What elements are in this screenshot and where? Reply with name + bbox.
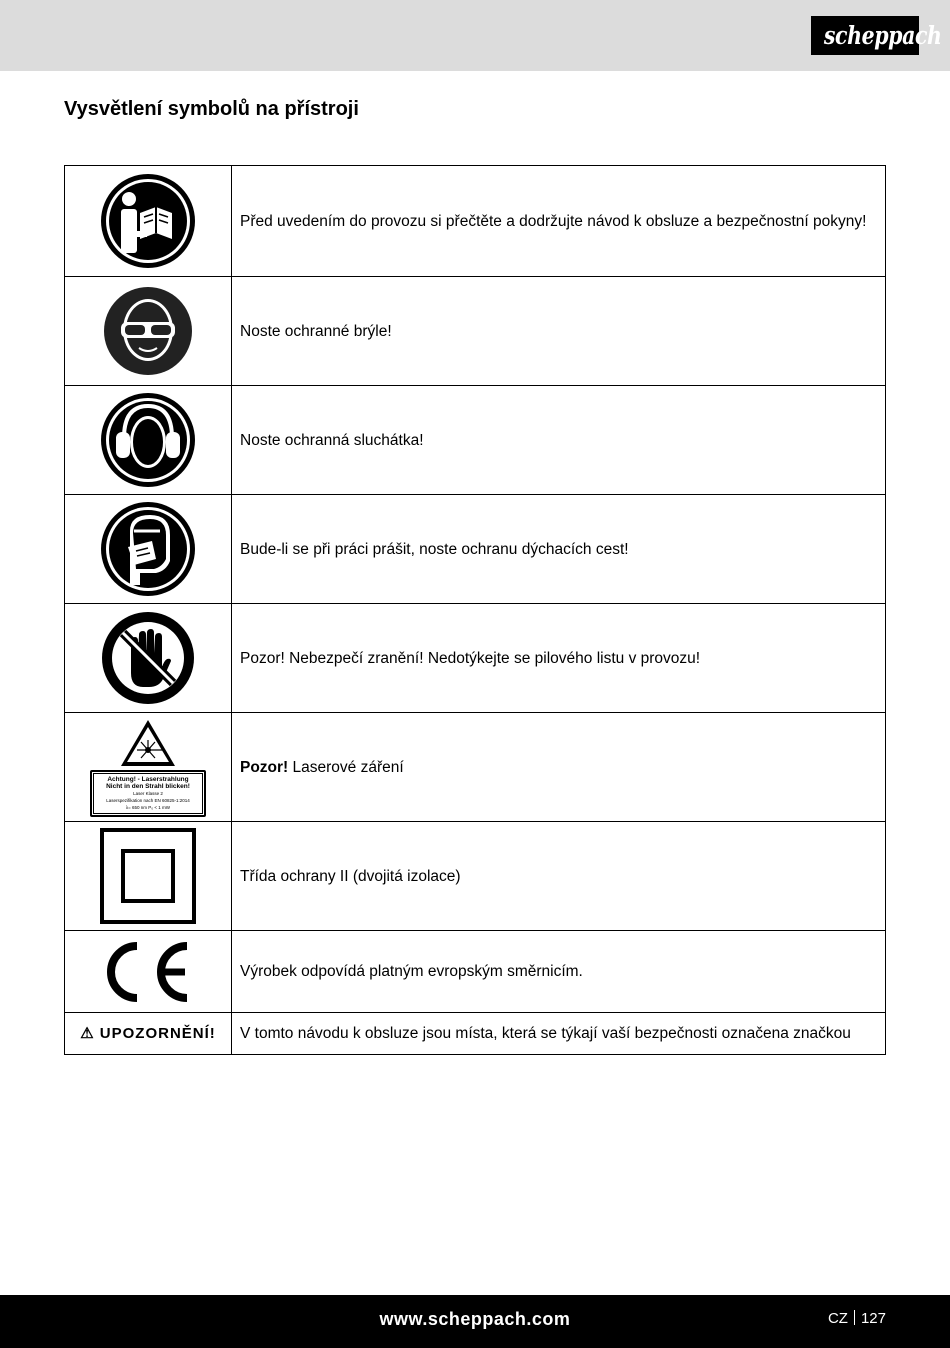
laser-warning-icon: [65, 713, 232, 822]
row-description: [232, 713, 886, 822]
table-row: [65, 931, 886, 1013]
table-row: [65, 386, 886, 495]
no-touch-hand-icon: [65, 604, 232, 713]
row-description: Výrobek odpovídá platným evropským směrnicím.: [232, 931, 886, 1013]
website-link[interactable]: www.scheppach.com: [379, 1309, 571, 1329]
table-row: [65, 822, 886, 931]
table-row: [65, 277, 886, 386]
table-row: [65, 713, 886, 822]
laser-class-label: [90, 770, 206, 817]
header-bar: [0, 0, 950, 71]
read-manual-icon: [65, 166, 232, 277]
row-description-text: Laserové záření: [288, 758, 404, 776]
row-description: Pozor! Nebezpečí zranění! Nedotýkejte se pilového listu v provozu!: [232, 604, 886, 713]
laser-label-line: Achtung! - Laserstrahlung: [107, 775, 189, 783]
brand-logo: scheppach: [811, 16, 919, 55]
row-description-bold: Pozor!: [240, 758, 289, 776]
page-title: Vysvětlení symbolů na přístroji: [64, 98, 359, 120]
row-description: V tomto návodu k obsluze jsou místa, která se týkají vaší bezpečnosti označena značkou: [232, 1013, 886, 1055]
row-description: Třída ochrany II (dvojitá izolace): [232, 822, 886, 931]
symbols-table: [64, 165, 886, 1055]
warning-triangle-icon: [65, 1013, 232, 1055]
laser-label-line: λ= 650 nm P₀ < 1 mW: [125, 804, 171, 810]
table-row: [65, 495, 886, 604]
ce-mark-icon: [65, 931, 232, 1013]
row-description: Před uvedením do provozu si přečtěte a dodržujte návod k obsluze a bezpečnostní pokyny!: [232, 166, 886, 277]
warning-label: ⚠ UPOZORNĚNÍ!: [80, 1025, 216, 1042]
laser-triangle-icon: [119, 718, 177, 768]
row-description: Noste ochranné brýle!: [232, 277, 886, 386]
respirator-icon: [65, 495, 232, 604]
protection-class-ii-icon: [65, 822, 232, 931]
laser-label-line: Nicht in den Strahl blicken!: [106, 782, 190, 790]
separator: [854, 1310, 855, 1325]
footer-bar: [0, 1295, 950, 1348]
table-row: [65, 604, 886, 713]
laser-label-line: Laser Klasse 2: [133, 790, 163, 796]
page-number-value: 127: [860, 1310, 886, 1327]
row-description: Bude-li se při práci prášit, noste ochranu dýchacích cest!: [232, 495, 886, 604]
table-row: [65, 166, 886, 277]
page-number: [828, 1295, 886, 1343]
safety-goggles-icon: [65, 277, 232, 386]
row-description: Noste ochranná sluchátka!: [232, 386, 886, 495]
laser-label-line: Laserspezifikation nach EN 60825-1:2014: [106, 797, 190, 803]
language-code: CZ: [827, 1310, 848, 1327]
table-row: [65, 1013, 886, 1055]
ear-protection-icon: [65, 386, 232, 495]
